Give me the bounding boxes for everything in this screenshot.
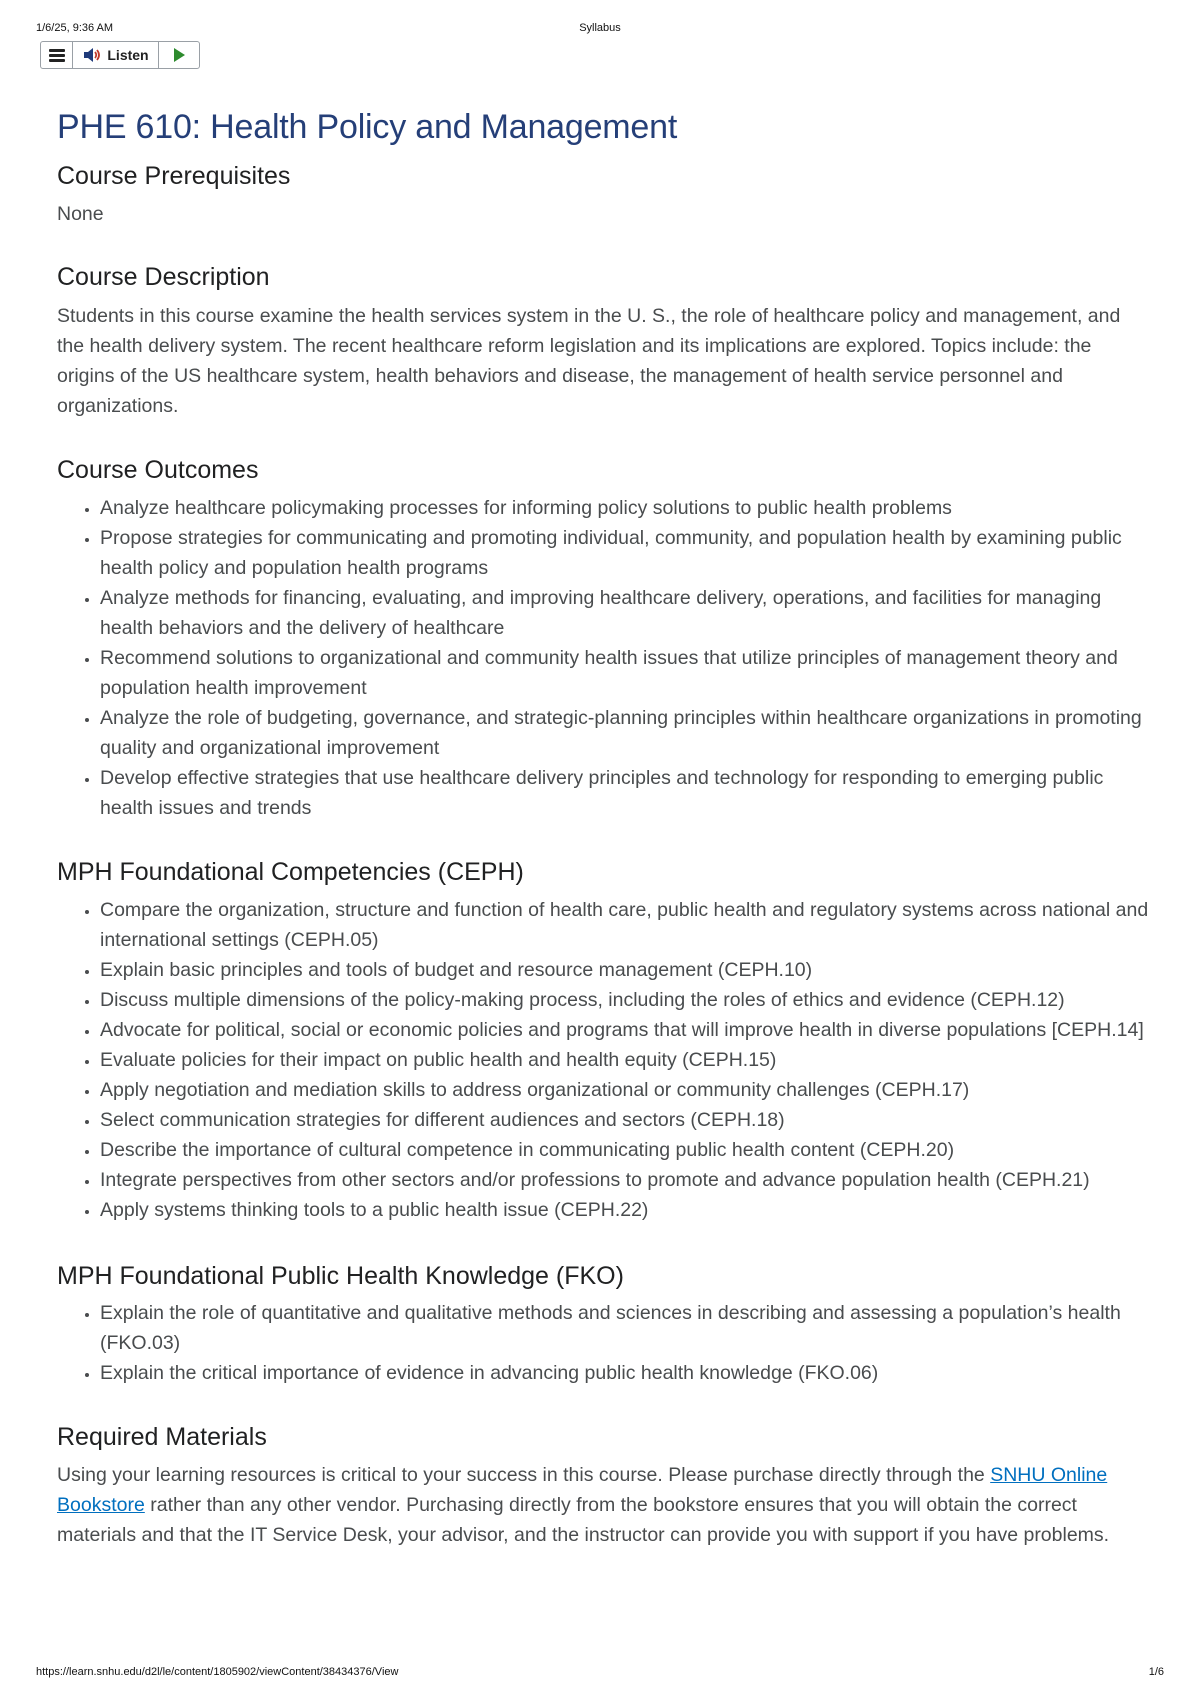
speaker-icon (82, 47, 102, 63)
menu-button[interactable] (41, 42, 73, 68)
syllabus-content (57, 100, 1152, 1550)
list-item: • Explain the critical importance of evidence in advancing public health knowledge (FKO.06) (100, 1358, 1152, 1388)
menu-icon (49, 47, 65, 64)
list-item: • Advocate for political, social or economic policies and programs that will improve health in diverse populations [CEPH.14] (100, 1015, 1152, 1045)
description-heading: Course Description (57, 263, 270, 291)
print-header (36, 22, 1164, 36)
ceph-list (57, 895, 1152, 1225)
print-footer (36, 1666, 1164, 1680)
list-item: • Explain the role of quantitative and qualitative methods and sciences in describing and assessing a population’s health (FKO.03) (100, 1298, 1152, 1358)
materials-text-before: Using your learning resources is critical to your success in this course. Please purchase directly through the (57, 1464, 991, 1486)
list-item: • Select communication strategies for different audiences and sectors (CEPH.18) (100, 1105, 1152, 1135)
list-item: • Recommend solutions to organizational and community health issues that utilize principles of management theory and population health improvement (100, 643, 1152, 703)
materials-heading: Required Materials (57, 1423, 267, 1451)
list-item: • Analyze healthcare policymaking processes for informing policy solutions to public health problems (100, 493, 1152, 523)
list-item: • Describe the importance of cultural competence in communicating public health content (CEPH.20) (100, 1135, 1152, 1165)
print-doc-title: Syllabus (579, 22, 621, 34)
description-text: Students in this course examine the health services system in the U. S., the role of healthcare policy and management, and the health delivery system. The recent healthcare reform legislation and its implications are explored. Topics include: the origins of the US healthcare system, health behaviors and disease, the management of health service personnel and organizations. (57, 305, 1121, 417)
print-datetime: 1/6/25, 9:36 AM (36, 22, 114, 34)
listen-button[interactable] (73, 42, 159, 68)
readspeaker-toolbar (40, 41, 200, 69)
list-item: • Apply negotiation and mediation skills to address organizational or community challenges (CEPH.17) (100, 1075, 1152, 1105)
prerequisites-text: None (57, 203, 104, 225)
fko-list (57, 1298, 1152, 1388)
prerequisites-heading: Course Prerequisites (57, 162, 291, 190)
list-item: • Propose strategies for communicating and promoting individual, community, and population health by examining public health policy and population health programs (100, 523, 1152, 583)
outcomes-list (57, 493, 1152, 823)
bookstore-link[interactable]: SNHU Online Bookstore (57, 1464, 1108, 1516)
page-title: PHE 610: Health Policy and Management (57, 108, 678, 146)
outcomes-heading: Course Outcomes (57, 456, 259, 484)
play-button[interactable] (159, 42, 199, 68)
materials-text (57, 1460, 1152, 1550)
list-item: • Evaluate policies for their impact on public health and health equity (CEPH.15) (100, 1045, 1152, 1075)
print-url: https://learn.snhu.edu/d2l/le/content/1805902/viewContent/38434376/View (36, 1666, 399, 1678)
list-item: • Explain basic principles and tools of budget and resource management (CEPH.10) (100, 955, 1152, 985)
list-item: • Apply systems thinking tools to a public health issue (CEPH.22) (100, 1195, 1152, 1225)
print-page-number: 1/6 (1148, 1666, 1164, 1678)
list-item: • Compare the organization, structure and function of health care, public health and regulatory systems across national and international settings (CEPH.05) (100, 895, 1152, 955)
listen-label: Listen (107, 47, 149, 63)
materials-text-after: rather than any other vendor. Purchasing directly from the bookstore ensures that you will obtain the correct materials and that the IT Service Desk, your advisor, and the instructor can provide you with support if you have problems. (57, 1494, 1110, 1546)
play-icon (174, 48, 185, 62)
list-item: • Develop effective strategies that use healthcare delivery principles and technology for responding to emerging public health issues and trends (100, 763, 1152, 823)
list-item: • Integrate perspectives from other sectors and/or professions to promote and advance population health (CEPH.21) (100, 1165, 1152, 1195)
fko-heading: MPH Foundational Public Health Knowledge (FKO) (57, 1262, 624, 1290)
ceph-heading: MPH Foundational Competencies (CEPH) (57, 858, 524, 886)
list-item: • Analyze methods for financing, evaluating, and improving healthcare delivery, operations, and facilities for managing health behaviors and the delivery of healthcare (100, 583, 1152, 643)
list-item: • Analyze the role of budgeting, governance, and strategic-planning principles within healthcare organizations in promoting quality and organizational improvement (100, 703, 1152, 763)
list-item: • Discuss multiple dimensions of the policy-making process, including the roles of ethics and evidence (CEPH.12) (100, 985, 1152, 1015)
